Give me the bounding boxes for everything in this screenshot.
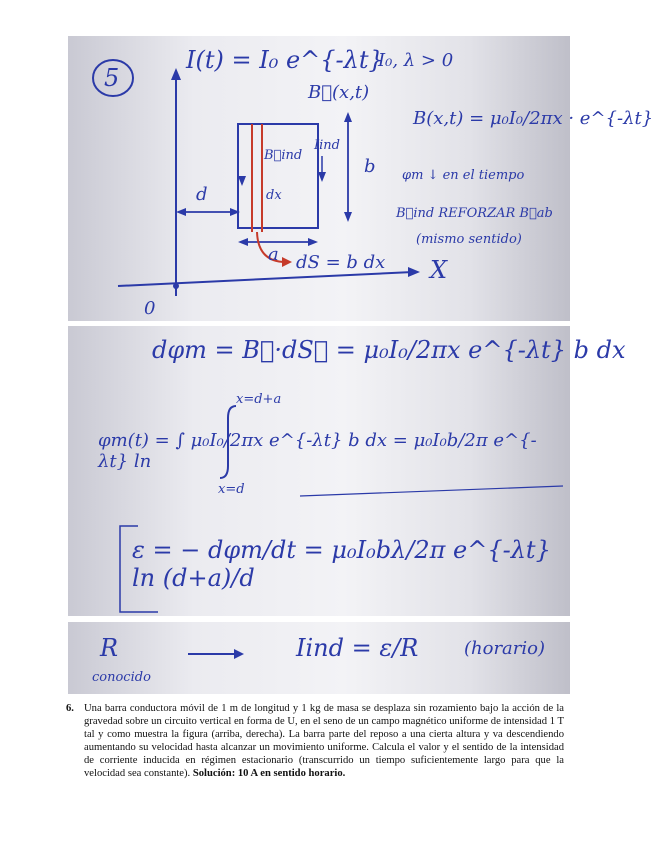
a-dimension-label: a <box>268 244 279 265</box>
b-field-equation: B(x,t) = μ₀I₀/2πx · e^{-λt} <box>413 108 654 129</box>
origin-label: 0 <box>144 298 156 319</box>
lower-limit-label: x=d <box>218 482 245 497</box>
known-note: conocido <box>92 670 151 685</box>
ds-equation: dS = b dx <box>296 252 386 273</box>
same-direction-note: (mismo sentido) <box>416 232 522 247</box>
problem-number-circle: 5 <box>104 64 120 92</box>
b-field-label: B⃗(x,t) <box>308 82 370 103</box>
problem-solution: Solución: 10 A en sentido horario. <box>192 768 346 780</box>
induced-current-equation: Iind = ε/R <box>296 634 419 662</box>
resistance-label: R <box>100 634 119 662</box>
i-ind-label: Iind <box>314 138 340 153</box>
dphi-equation: dφm = B⃗·dS⃗ = μ₀I₀/2πx e^{-λt} b dx <box>152 336 626 364</box>
b-dimension-label: b <box>364 156 376 177</box>
bind-note: B⃗ind REFORZAR B⃗ab <box>396 206 553 221</box>
whiteboard-panel-diagram <box>68 36 654 321</box>
constants-note: I₀, λ > 0 <box>378 50 454 71</box>
d-dimension-label: d <box>196 184 208 205</box>
phi-integral-equation: φm(t) = ∫ μ₀I₀/2πx e^{-λt} b dx = μ₀I₀b/2π e^{-λt} ln <box>98 430 537 472</box>
problem-number: 6. <box>66 703 74 714</box>
emf-equation: ε = − dφm/dt = μ₀I₀bλ/2π e^{-λt} ln (d+a)/d <box>132 536 551 592</box>
upper-limit-label: x=d+a <box>236 392 282 407</box>
dx-label: dx <box>266 188 282 203</box>
problem-statement <box>66 702 564 781</box>
problem-text: Una barra conductora móvil de 1 m de longitud y 1 kg de masa se desplaza sin rozamiento bajo la acción de la gravedad sobre un circuito vertical en forma de U, en el seno de un campo magnético uniforme de intensidad 1 T tal y como muestra la figura (arriba, derecha). La barra parte del reposo a una cierta altura y va descendiendo aumentando su velocidad hasta alcanzar un movimiento uniforme. Calcula el valor y el sentido de la intensidad de corriente inducida en régimen estacionario (transcurrido un tiempo suficientemente largo para que la velocidad sea constante). <box>84 703 564 780</box>
flux-note: φm ↓ en el tiempo <box>402 168 525 183</box>
x-axis-label: X <box>430 256 448 284</box>
whiteboard-panel-result <box>68 622 570 694</box>
whiteboard-panel-equations <box>68 326 626 616</box>
current-equation: I(t) = I₀ e^{-λt} <box>186 46 384 74</box>
direction-note: (horario) <box>464 638 546 659</box>
b-ind-label: B⃗ind <box>264 148 303 163</box>
